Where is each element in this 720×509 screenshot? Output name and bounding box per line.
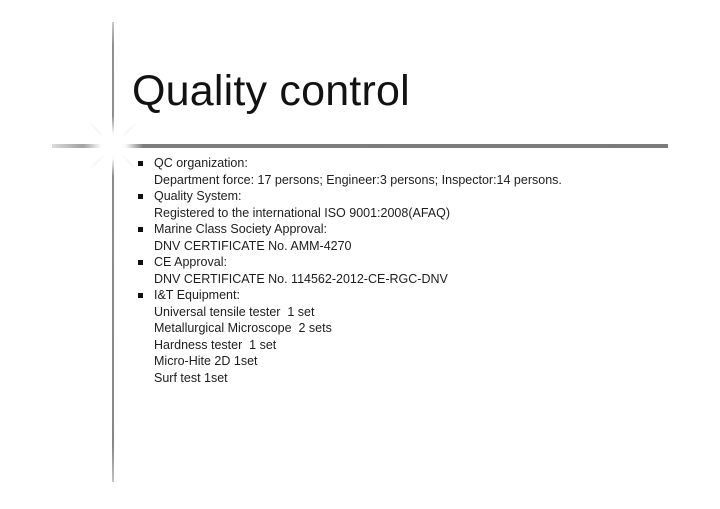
horizontal-divider-line [52,144,668,148]
square-bullet-icon [138,194,143,199]
bullet-subline [137,304,677,321]
bullet-subline [137,337,677,354]
flare-glow-icon [83,116,143,176]
subline-text: Micro-Hite 2D 1set [154,354,258,368]
bullet-label: QC organization: [154,156,248,170]
slide-title: Quality control [132,67,410,115]
subline-text: Surf test 1set [154,370,228,385]
subline-text: Registered to the international ISO 9001:2008(AFAQ) [154,205,451,220]
bullet-subline [137,320,677,337]
subline-text: Universal tensile tester 1 set [154,304,315,319]
subline-text: Department force: 17 persons; Engineer:3 persons; Inspector:14 persons. [154,172,562,187]
subline-text: Metallurgical Microscope 2 sets [154,321,332,335]
subline-text: DNV CERTIFICATE No. AMM-4270 [154,238,352,253]
bullet-list [137,155,677,386]
bullet-subline [137,271,677,288]
subline-text: DNV CERTIFICATE No. 114562-2012-CE-RGC-DNV [154,271,448,286]
bullet-subline [137,172,677,189]
bullet-subline [137,370,677,387]
bullet-item [137,287,677,304]
square-bullet-icon [138,260,143,265]
bullet-label: I&T Equipment: [154,288,240,302]
bullet-item [137,254,677,271]
bullet-label: Marine Class Society Approval: [154,222,327,236]
bullet-subline [137,205,677,222]
square-bullet-icon [138,293,143,298]
bullet-label: Quality System: [154,189,242,203]
bullet-label: CE Approval: [154,255,227,269]
bullet-subline [137,238,677,255]
square-bullet-icon [138,227,143,232]
square-bullet-icon [138,161,143,166]
bullet-item [137,155,677,172]
bullet-item [137,221,677,238]
bullet-item [137,188,677,205]
subline-text: Hardness tester 1 set [154,337,277,352]
bullet-subline [137,353,677,370]
vertical-divider-line [112,22,114,482]
